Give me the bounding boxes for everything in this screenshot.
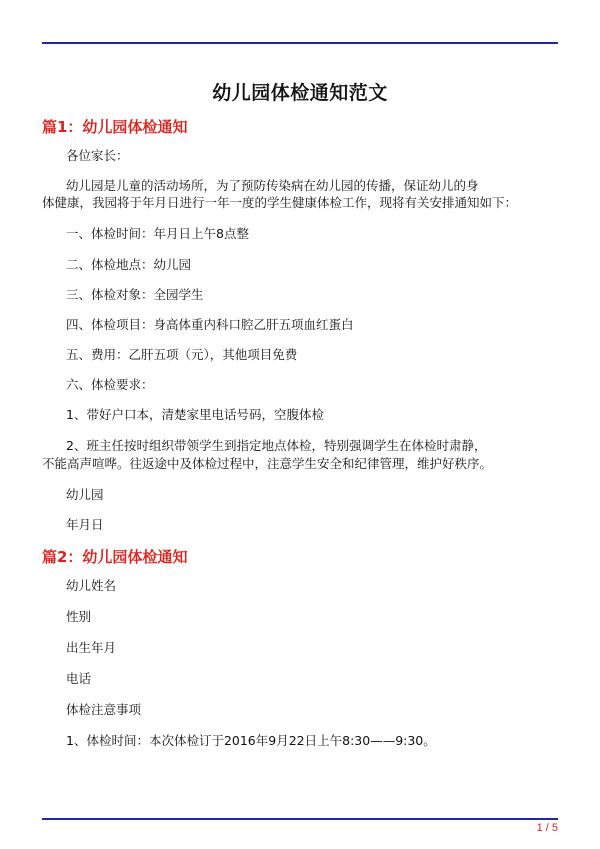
footer-rule <box>42 818 558 820</box>
paragraph-line: 一、体检时间：年月日上午8点整 <box>66 226 249 241</box>
paragraph-line: 四、体检项目：身高体重内科口腔乙肝五项血红蛋白 <box>66 317 354 332</box>
paragraph-line: 1、体检时间：本次体检订于2016年9月22日上午8:30——9:30。 <box>66 733 436 748</box>
paragraph-line: 二、体检地点：幼儿园 <box>66 257 192 272</box>
paragraph-line: 不能高声喧哗。往返途中及体检过程中，注意学生安全和纪律管理，维护好秩序。 <box>42 456 493 471</box>
paragraph-line: 1、带好户口本，清楚家里电话号码，空腹体检 <box>66 407 324 422</box>
paragraph-line: 体检注意事项 <box>66 702 142 717</box>
form-field-label: 电话 <box>66 671 92 686</box>
section-heading: 篇2：幼儿园体检通知 <box>42 548 188 566</box>
section-heading: 篇1：幼儿园体检通知 <box>42 118 188 136</box>
paragraph-line: 各位家长： <box>66 148 129 163</box>
paragraph-line: 幼儿园是儿童的活动场所，为了预防传染病在幼儿园的传播，保证幼儿的身 <box>66 178 479 193</box>
document-title: 幼儿园体检通知范文 <box>212 82 388 104</box>
page-number: 1 / 5 <box>536 822 558 834</box>
signature-org: 幼儿园 <box>66 487 104 502</box>
paragraph-line: 五、费用：乙肝五项（元），其他项目免费 <box>66 347 298 362</box>
form-field-label: 性别 <box>66 609 92 624</box>
paragraph-line: 2、班主任按时组织带领学生到指定地点体检，特别强调学生在体检时肃静， <box>66 438 487 453</box>
form-field-label: 出生年月 <box>66 640 117 655</box>
paragraph-line: 三、体检对象：全园学生 <box>66 287 204 302</box>
paragraph-line: 体健康，我园将于年月日进行一年一度的学生健康体检工作，现将有关安排通知如下： <box>42 195 518 210</box>
paragraph-line: 六、体检要求： <box>66 377 154 392</box>
signature-date: 年月日 <box>66 517 104 532</box>
header-rule <box>42 42 558 44</box>
form-field-label: 幼儿姓名 <box>66 578 117 593</box>
